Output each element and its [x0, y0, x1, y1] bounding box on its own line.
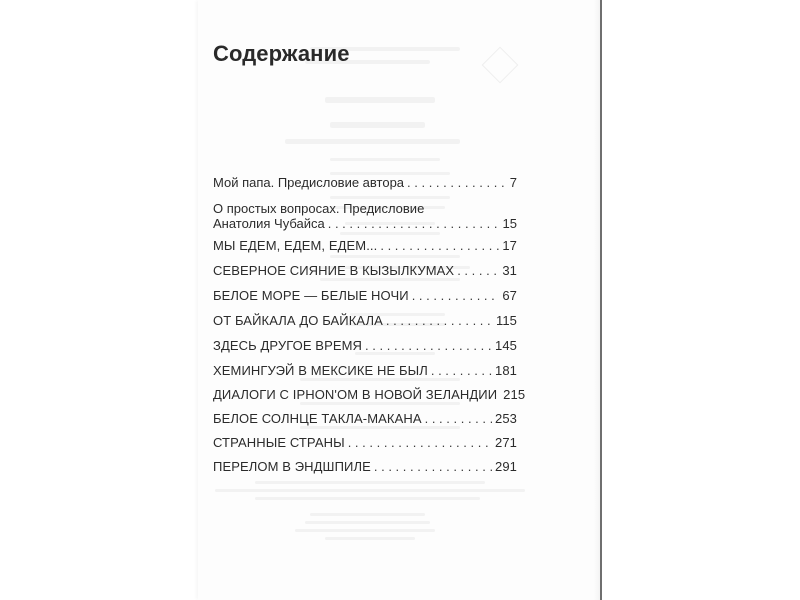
toc-entry-title: МЫ ЕДЕМ, ЕДЕМ, ЕДЕМ...: [213, 238, 378, 253]
toc-entry-title-line1: О простых вопросах. Предисловие: [213, 201, 425, 216]
page-title: Содержание: [213, 41, 350, 66]
toc-entry[interactable]: [213, 363, 517, 378]
toc-entry-title: ЗДЕСЬ ДРУГОЕ ВРЕМЯ: [213, 338, 363, 353]
toc-entry-page: 15: [502, 216, 517, 231]
toc-entry[interactable]: [213, 313, 517, 328]
toc-entry[interactable]: [213, 238, 517, 253]
toc-entry-page: 181: [495, 363, 517, 378]
dot-leader: [348, 435, 492, 450]
dot-leader: [374, 459, 492, 474]
toc-entry-title: ПЕРЕЛОМ В ЭНДШПИЛЕ: [213, 459, 371, 474]
toc-entry-title: БЕЛОЕ МОРЕ — БЕЛЫЕ НОЧИ: [213, 288, 409, 303]
dot-leader: [412, 288, 500, 303]
toc-entry[interactable]: [213, 459, 517, 474]
toc-entry[interactable]: [213, 411, 517, 426]
dot-leader: [431, 363, 492, 378]
toc-entry-title: ХЕМИНГУЭЙ В МЕКСИКЕ НЕ БЫЛ: [213, 363, 428, 378]
dot-leader: [425, 411, 492, 426]
toc-entry-page: 31: [502, 263, 517, 278]
toc-entry[interactable]: [213, 288, 517, 303]
toc-entry-page: 145: [495, 338, 517, 353]
toc-entry[interactable]: [213, 338, 517, 353]
toc-entry-page: 115: [495, 313, 517, 328]
dot-leader: [328, 216, 500, 231]
dot-leader: [386, 313, 493, 328]
toc-entry-title: ОТ БАЙКАЛА ДО БАЙКАЛА: [213, 313, 383, 328]
toc-entry[interactable]: [213, 435, 517, 450]
toc-entry-title: СЕВЕРНОЕ СИЯНИЕ В КЫЗЫЛКУМАХ: [213, 263, 455, 278]
toc-entry-page: 253: [495, 411, 517, 426]
dot-leader: [380, 238, 499, 253]
toc-entry-page: 215: [503, 387, 526, 402]
dot-leader: [407, 175, 507, 190]
toc-entry-title: Анатолия Чубайса: [213, 216, 325, 231]
toc-entry-title: СТРАННЫЕ СТРАНЫ: [213, 435, 345, 450]
toc-entry-page: 67: [502, 288, 517, 303]
toc-entry[interactable]: [213, 201, 517, 231]
dot-leader: [457, 263, 499, 278]
dot-leader: [365, 338, 492, 353]
toc-entry-title: Мой папа. Предисловие автора: [213, 175, 405, 190]
toc-entry-page: 17: [502, 238, 517, 253]
toc-entry-title: БЕЛОЕ СОЛНЦЕ ТАКЛА-МАКАНА: [213, 411, 422, 426]
toc-entry[interactable]: [213, 175, 517, 190]
page-right-edge: [600, 0, 602, 600]
toc-entry-page: 271: [495, 435, 517, 450]
toc-entry[interactable]: [213, 387, 526, 402]
toc-entry[interactable]: [213, 263, 517, 278]
toc-entry-page: 291: [495, 459, 517, 474]
toc-entry-page: 7: [509, 175, 517, 190]
toc-entry-title: ДИАЛОГИ С IPHON'OM В НОВОЙ ЗЕЛАНДИИ: [213, 387, 498, 402]
